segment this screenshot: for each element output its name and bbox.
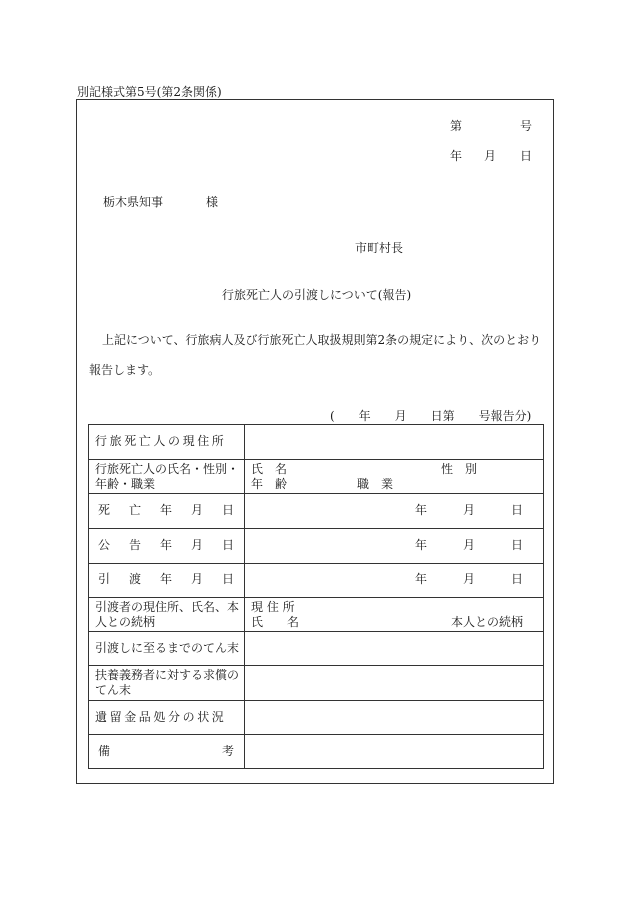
table-row-divider xyxy=(89,665,543,666)
field-age: 年 齢 xyxy=(251,477,288,491)
addressee-name: 栃木県知事 xyxy=(103,195,164,209)
addressee-honorific: 様 xyxy=(206,195,219,209)
notice-date-year: 年 xyxy=(415,538,428,552)
table-row-divider xyxy=(89,493,543,494)
label-remarks: 備 考 xyxy=(98,744,234,758)
handover-date-day: 日 xyxy=(511,572,524,586)
table-row-divider xyxy=(89,597,543,598)
notice-date-month: 月 xyxy=(463,538,476,552)
label-deceased-identity-line2: 年齢・職業 xyxy=(95,477,156,491)
death-date-month: 月 xyxy=(463,503,476,517)
notice-date-day: 日 xyxy=(511,538,524,552)
field-receiver-address: 現 住 所 xyxy=(251,600,295,614)
number-prefix: 第 xyxy=(450,119,463,133)
document-title: 行旅死亡人の引渡しについて(報告) xyxy=(222,288,412,302)
form-id: 別記様式第5号(第2条関係) xyxy=(77,85,222,99)
table-row-divider xyxy=(89,631,543,632)
label-deceased-identity-line1: 行旅死亡人の氏名・性別・ xyxy=(95,462,240,476)
handover-date-month: 月 xyxy=(463,572,476,586)
table-row-divider xyxy=(89,734,543,735)
report-table xyxy=(88,424,544,769)
field-receiver-relation: 本人との続柄 xyxy=(451,615,524,629)
label-circumstances: 引渡しに至るまでのてん末 xyxy=(95,641,240,655)
body-line-1: 上記について、行旅病人及び行旅死亡人取扱規則第2条の規定により、次のとおり xyxy=(102,333,542,347)
table-row-divider xyxy=(89,563,543,564)
table-reference: ( 年 月 日第 号報告分) xyxy=(330,409,532,423)
label-notice-date: 公 告 年 月 日 xyxy=(98,538,234,552)
table-row-divider xyxy=(89,528,543,529)
death-date-day: 日 xyxy=(511,503,524,517)
table-row-divider xyxy=(89,459,543,460)
body-line-2: 報告します。 xyxy=(89,363,161,377)
label-reimbursement-line1: 扶養義務者に対する求償の xyxy=(95,668,240,682)
label-receiver-line2: 人との続柄 xyxy=(95,615,156,629)
label-reimbursement-line2: てん末 xyxy=(95,683,132,697)
label-receiver-line1: 引渡者の現住所、氏名、本 xyxy=(95,600,240,614)
date-month: 月 xyxy=(484,149,497,163)
label-handover-date: 引 渡 年 月 日 xyxy=(98,572,234,586)
field-name: 氏 名 xyxy=(251,462,288,476)
field-receiver-name: 氏 名 xyxy=(251,615,300,629)
date-day: 日 xyxy=(520,149,533,163)
table-row-divider xyxy=(89,700,543,701)
field-occupation: 職 業 xyxy=(357,477,394,491)
field-sex: 性 別 xyxy=(441,462,478,476)
label-death-date: 死 亡 年 月 日 xyxy=(98,503,234,517)
handover-date-year: 年 xyxy=(415,572,428,586)
sender: 市町村長 xyxy=(355,241,404,255)
death-date-year: 年 xyxy=(415,503,428,517)
label-deceased-address: 行旅死亡人の現住所 xyxy=(95,434,227,448)
label-effects: 遺留金品処分の状況 xyxy=(95,710,227,724)
number-suffix: 号 xyxy=(520,119,533,133)
date-year: 年 xyxy=(450,149,463,163)
